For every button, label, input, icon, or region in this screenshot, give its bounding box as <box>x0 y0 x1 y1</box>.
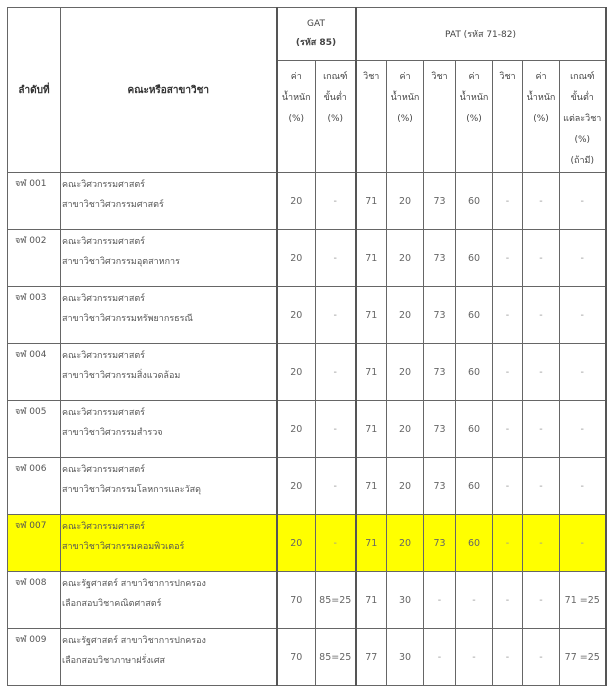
cell-gat-weight: 20 <box>277 344 316 401</box>
cell-gat-min: 85=25 <box>316 629 356 686</box>
major-line: สาขาวิชาวิศวกรรมศาสตร์ <box>62 200 164 210</box>
cell-subject-2: 73 <box>424 458 456 515</box>
cell-gat-min: - <box>316 515 356 572</box>
cell-gat-min: - <box>316 401 356 458</box>
label-min-2: ขั้นต่ำ <box>323 93 347 103</box>
major-line: เลือกสอบวิชาภาษาฝรั่งเศส <box>62 656 166 666</box>
cell-weight-2: 60 <box>456 458 493 515</box>
cell-weight-3: - <box>523 287 560 344</box>
cell-weight-3: - <box>523 515 560 572</box>
row-faculty <box>61 629 277 686</box>
column-header-gat <box>277 8 356 61</box>
header-row-top <box>8 8 606 61</box>
table-row-highlighted <box>8 515 606 572</box>
table-row <box>8 344 606 401</box>
faculty-line: คณะรัฐศาสตร์ สาขาวิชาการปกครอง <box>62 636 206 646</box>
cell-weight-3: - <box>523 401 560 458</box>
cell-subject-2: 73 <box>424 230 456 287</box>
faculty-line: คณะวิศวกรรมศาสตร์ <box>62 408 146 418</box>
major-line: สาขาวิชาวิศวกรรมโลหการและวัสดุ <box>62 485 201 495</box>
row-code: จฬ 005 <box>8 401 61 458</box>
row-faculty <box>61 401 277 458</box>
row-faculty <box>61 287 277 344</box>
label-weight-2: น้ำหนัก <box>281 93 311 103</box>
cell-subject-2: - <box>424 572 456 629</box>
column-header-subject-2: วิชา <box>424 61 456 173</box>
cell-subject-1: 71 <box>356 458 387 515</box>
column-header-min-each <box>560 61 606 173</box>
cell-subject-3: - <box>493 287 523 344</box>
gat-code: (รหัส 85) <box>295 38 337 48</box>
column-header-subject-1: วิชา <box>356 61 387 173</box>
label-percent: (%) <box>397 114 413 124</box>
major-line: สาขาวิชาวิศวกรรมสำรวจ <box>62 428 163 438</box>
major-line: สาขาวิชาวิศวกรรมคอมพิวเตอร์ <box>62 542 185 552</box>
label-weight-1: ค่า <box>468 72 480 82</box>
table-row <box>8 287 606 344</box>
cell-subject-3: - <box>493 515 523 572</box>
cell-subject-1: 71 <box>356 515 387 572</box>
cell-weight-2: - <box>456 572 493 629</box>
cell-weight-2: 60 <box>456 173 493 230</box>
label-percent: (%) <box>288 114 305 124</box>
table-row <box>8 230 606 287</box>
cell-weight-2: - <box>456 629 493 686</box>
label-weight-1: ค่า <box>290 72 302 82</box>
cell-weight-2: 60 <box>456 515 493 572</box>
faculty-line: คณะวิศวกรรมศาสตร์ <box>62 522 146 532</box>
label-min-each: แต่ละวิชา <box>563 114 602 124</box>
cell-gat-weight: 20 <box>277 173 316 230</box>
column-header-pat: PAT (รหัส 71-82) <box>356 8 606 61</box>
faculty-line: คณะรัฐศาสตร์ สาขาวิชาการปกครอง <box>62 579 206 589</box>
cell-weight-3: - <box>523 458 560 515</box>
cell-min-each: - <box>560 458 606 515</box>
cell-weight-1: 20 <box>387 401 424 458</box>
column-header-gat-weight <box>277 61 316 173</box>
cell-subject-3: - <box>493 401 523 458</box>
label-weight-1: ค่า <box>535 72 547 82</box>
major-line: สาขาวิชาวิศวกรรมอุตสาหการ <box>62 257 180 267</box>
cell-weight-3: - <box>523 230 560 287</box>
cell-gat-min: - <box>316 458 356 515</box>
faculty-line: คณะวิศวกรรมศาสตร์ <box>62 294 146 304</box>
row-code: จฬ 007 <box>8 515 61 572</box>
faculty-line: คณะวิศวกรรมศาสตร์ <box>62 465 146 475</box>
column-header-gat-min <box>316 61 356 173</box>
cell-gat-weight: 70 <box>277 572 316 629</box>
row-code: จฬ 001 <box>8 173 61 230</box>
cell-min-each: 71 =25 <box>560 572 606 629</box>
cell-weight-1: 30 <box>387 629 424 686</box>
cell-min-each: - <box>560 287 606 344</box>
row-faculty <box>61 230 277 287</box>
cell-subject-1: 71 <box>356 401 387 458</box>
cell-weight-2: 60 <box>456 230 493 287</box>
cell-subject-1: 77 <box>356 629 387 686</box>
label-if-any: (ถ้ามี) <box>570 156 594 166</box>
cell-min-each: - <box>560 230 606 287</box>
cell-gat-weight: 20 <box>277 458 316 515</box>
major-line: สาขาวิชาวิศวกรรมทรัพยากรธรณี <box>62 314 193 324</box>
row-code: จฬ 004 <box>8 344 61 401</box>
faculty-line: คณะวิศวกรรมศาสตร์ <box>62 180 146 190</box>
cell-min-each: - <box>560 401 606 458</box>
cell-subject-3: - <box>493 572 523 629</box>
label-percent: (%) <box>533 114 549 124</box>
column-header-faculty: คณะหรือสาขาวิชา <box>61 8 277 173</box>
table-row <box>8 173 606 230</box>
cell-subject-1: 71 <box>356 173 387 230</box>
cell-weight-3: - <box>523 344 560 401</box>
cell-gat-min: - <box>316 344 356 401</box>
cell-weight-1: 20 <box>387 287 424 344</box>
gat-title: GAT <box>307 19 325 29</box>
label-weight-1: ค่า <box>399 72 411 82</box>
cell-subject-1: 71 <box>356 572 387 629</box>
cell-gat-weight: 20 <box>277 401 316 458</box>
cell-gat-min: - <box>316 173 356 230</box>
row-faculty <box>61 173 277 230</box>
cell-weight-3: - <box>523 629 560 686</box>
faculty-line: คณะวิศวกรรมศาสตร์ <box>62 237 146 247</box>
table-row <box>8 458 606 515</box>
cell-subject-3: - <box>493 344 523 401</box>
label-percent: (%) <box>466 114 482 124</box>
cell-min-each: - <box>560 515 606 572</box>
cell-subject-1: 71 <box>356 287 387 344</box>
cell-weight-3: - <box>523 173 560 230</box>
table-row <box>8 629 606 686</box>
cell-gat-min: - <box>316 230 356 287</box>
cell-gat-min: - <box>316 287 356 344</box>
label-min-1: เกณฑ์ <box>570 72 595 82</box>
cell-gat-weight: 20 <box>277 515 316 572</box>
cell-subject-2: 73 <box>424 287 456 344</box>
row-faculty <box>61 458 277 515</box>
cell-subject-3: - <box>493 458 523 515</box>
cell-subject-2: 73 <box>424 344 456 401</box>
label-percent: (%) <box>574 135 591 145</box>
cell-weight-3: - <box>523 572 560 629</box>
row-faculty <box>61 515 277 572</box>
major-line: เลือกสอบวิชาคณิตศาสตร์ <box>62 599 162 609</box>
column-header-weight-2 <box>456 61 493 173</box>
row-code: จฬ 009 <box>8 629 61 686</box>
row-faculty <box>61 344 277 401</box>
row-code: จฬ 008 <box>8 572 61 629</box>
label-weight-2: น้ำหนัก <box>526 93 556 103</box>
row-faculty <box>61 572 277 629</box>
cell-gat-min: 85=25 <box>316 572 356 629</box>
cell-gat-weight: 20 <box>277 287 316 344</box>
cell-min-each: - <box>560 173 606 230</box>
label-weight-2: น้ำหนัก <box>390 93 420 103</box>
column-header-subject-3: วิชา <box>493 61 523 173</box>
cell-subject-1: 71 <box>356 344 387 401</box>
cell-subject-2: 73 <box>424 401 456 458</box>
cell-weight-1: 20 <box>387 230 424 287</box>
column-header-order: ลำดับที่ <box>8 8 61 173</box>
major-line: สาขาวิชาวิศวกรรมสิ่งแวดล้อม <box>62 371 181 381</box>
cell-subject-3: - <box>493 230 523 287</box>
label-min-1: เกณฑ์ <box>323 72 348 82</box>
cell-min-each: 77 =25 <box>560 629 606 686</box>
cell-weight-1: 20 <box>387 458 424 515</box>
cell-min-each: - <box>560 344 606 401</box>
cell-weight-2: 60 <box>456 344 493 401</box>
cell-weight-2: 60 <box>456 287 493 344</box>
cell-weight-1: 20 <box>387 515 424 572</box>
cell-subject-1: 71 <box>356 230 387 287</box>
cell-subject-3: - <box>493 629 523 686</box>
admission-criteria-table <box>7 7 607 686</box>
cell-gat-weight: 20 <box>277 230 316 287</box>
cell-subject-3: - <box>493 173 523 230</box>
cell-gat-weight: 70 <box>277 629 316 686</box>
cell-weight-1: 30 <box>387 572 424 629</box>
cell-weight-1: 20 <box>387 173 424 230</box>
column-header-weight-1 <box>387 61 424 173</box>
cell-subject-2: 73 <box>424 515 456 572</box>
label-percent: (%) <box>327 114 344 124</box>
cell-subject-2: - <box>424 629 456 686</box>
cell-weight-2: 60 <box>456 401 493 458</box>
row-code: จฬ 003 <box>8 287 61 344</box>
table-row <box>8 401 606 458</box>
cell-weight-1: 20 <box>387 344 424 401</box>
column-header-weight-3 <box>523 61 560 173</box>
cell-subject-2: 73 <box>424 173 456 230</box>
table-row <box>8 572 606 629</box>
row-code: จฬ 002 <box>8 230 61 287</box>
faculty-line: คณะวิศวกรรมศาสตร์ <box>62 351 146 361</box>
label-weight-2: น้ำหนัก <box>459 93 489 103</box>
label-min-2: ขั้นต่ำ <box>570 93 594 103</box>
row-code: จฬ 006 <box>8 458 61 515</box>
